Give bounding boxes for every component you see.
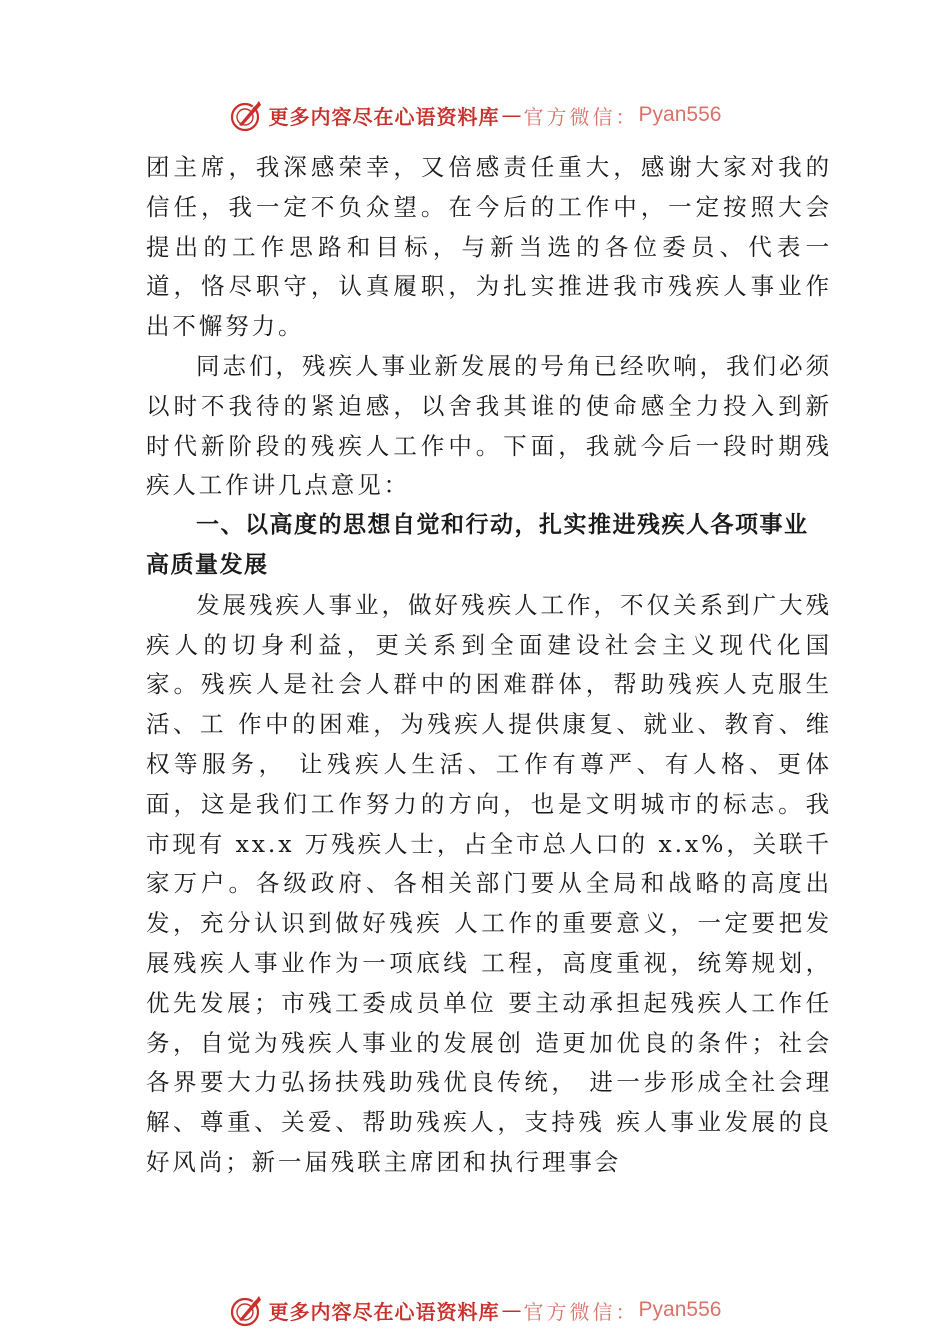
watermark-wechat-id: Pyan556: [638, 103, 722, 126]
watermark-separator: —: [501, 1298, 522, 1322]
watermark-brand: 更多内容尽在心语资料库: [268, 1299, 500, 1324]
watermark-wechat-label: 官方微信：: [523, 104, 639, 129]
paragraph-development: 发展残疾人事业，做好残疾人工作，不仅关系到广大残疾人的切身利益，更关系到全面建设社会主义现代化国家。残疾人是社会人群中的困难群体，帮助残疾人克服生活、工 作中的困难，为残疾人提供康复、就业、教育、维权等服务， 让残疾人生活、工作有尊严、有人格、更体面，这是我们工作努力的方向，也是文明城市的标志。我市现有 xx.x 万残疾人士，占全市总人口的 x.x%，关联千家万户。各级政府、各相关部门要从全局和战略的高度出发，充分认识到做好残疾 人工作的重要意义，一定要把发展残疾人事业作为一项底线 工程，高度重视，统筹规划，优先发展；市残工委成员单位 要主动承担起残疾人工作任务，自觉为残疾人事业的发展创 造更加优良的条件；社会各界要大力弘扬扶残助残优良传统， 进一步形成全社会理解、尊重、关爱、帮助残疾人，支持残 疾人事业发展的良好风尚；新一届残联主席团和执行理事会: [146, 590, 832, 1176]
watermark-brand: 更多内容尽在心语资料库: [268, 104, 500, 129]
paragraph-continued: 团主席，我深感荣幸，又倍感责任重大，感谢大家对我的信任，我一定不负众望。在今后的工作中，一定按照大会提出的工作思路和目标，与新当选的各位委员、代表一道，恪尽职守，认真履职，为扎实推进我市残疾人事业作出不懈努力。: [146, 153, 832, 341]
document-body: [146, 148, 832, 1183]
section-heading-1: 一、以高度的思想自觉和行动，扎实推进残疾人各项事业高质量发展: [146, 512, 809, 578]
quill-pen-logo-icon: [229, 1292, 265, 1328]
watermark-wechat-id: Pyan556: [638, 1298, 722, 1321]
quill-pen-logo-icon: [229, 97, 265, 133]
header-watermark: [0, 95, 950, 135]
watermark-separator: —: [501, 103, 522, 127]
paragraph-comrades: 同志们，残疾人事业新发展的号角已经吹响，我们必须以时不我待的紧迫感，以舍我其谁的使命感全力投入到新时代新阶段的残疾人工作中。下面，我就今后一段时期残疾人工作讲几点意见：: [146, 351, 832, 500]
watermark-wechat-label: 官方微信：: [523, 1299, 639, 1324]
footer-watermark: [0, 1290, 950, 1330]
